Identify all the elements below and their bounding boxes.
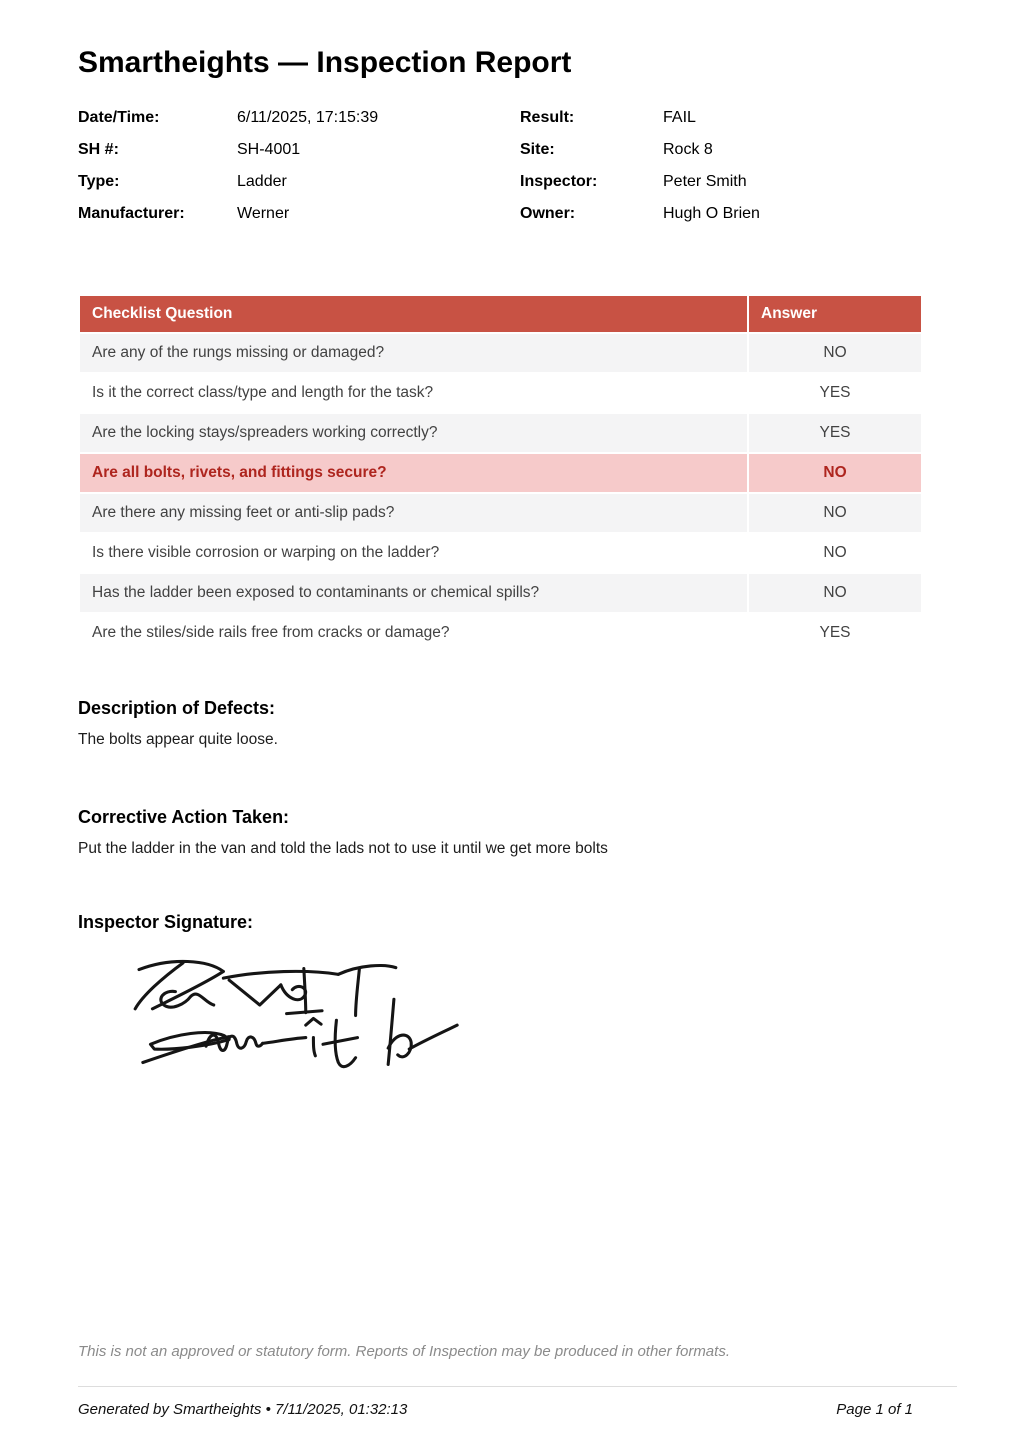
inspector-signature-image: [116, 949, 954, 1084]
checklist-question: Is there visible corrosion or warping on the ladder?: [80, 534, 747, 572]
checklist-answer: NO: [749, 454, 921, 492]
checklist-table: [78, 294, 923, 654]
corrective-action-body: Put the ladder in the van and told the lads not to use it until we get more bolts: [78, 840, 608, 857]
meta-value-sh-number: SH-4001: [237, 141, 301, 158]
checklist-question: Are all bolts, rivets, and fittings secure?: [80, 454, 747, 492]
checklist-header-question: Checklist Question: [80, 296, 747, 332]
checklist-answer: YES: [749, 374, 921, 412]
checklist-answer: NO: [749, 534, 921, 572]
checklist-answer: NO: [749, 574, 921, 612]
meta-value-manufacturer: Werner: [237, 205, 290, 222]
checklist-answer: YES: [749, 614, 921, 652]
table-row: [80, 534, 921, 572]
report-metadata: [78, 102, 954, 230]
table-row: [80, 574, 921, 612]
checklist-answer: NO: [749, 494, 921, 532]
meta-label-owner: Owner:: [520, 205, 576, 222]
section-corrective-action: [78, 807, 954, 858]
document-footer: [78, 1343, 957, 1438]
meta-value-datetime: 6/11/2025, 17:15:39: [237, 109, 379, 126]
checklist-question: Are any of the rungs missing or damaged?: [80, 334, 747, 372]
table-row: [80, 374, 921, 412]
checklist-question: Are there any missing feet or anti-slip pads?: [80, 494, 747, 532]
meta-label-type: Type:: [78, 173, 120, 190]
corrective-action-heading: Corrective Action Taken:: [78, 807, 290, 827]
meta-value-owner: Hugh O Brien: [663, 205, 760, 222]
footer-row: [78, 1387, 957, 1438]
defects-heading: Description of Defects:: [78, 698, 276, 718]
meta-label-result: Result:: [520, 109, 575, 126]
meta-label-inspector: Inspector:: [520, 173, 598, 190]
table-row: [80, 614, 921, 652]
checklist-question: Are the locking stays/spreaders working correctly?: [80, 414, 747, 452]
footer-disclaimer: This is not an approved or statutory form. Reports of Inspection may be produced in other formats.: [78, 1343, 730, 1360]
meta-value-result: FAIL: [663, 109, 696, 126]
meta-value-type: Ladder: [237, 173, 287, 190]
page-title: Smartheights — Inspection Report: [78, 46, 572, 79]
table-row: [80, 334, 921, 372]
meta-value-inspector: Peter Smith: [663, 173, 747, 190]
defects-body: The bolts appear quite loose.: [78, 731, 278, 748]
checklist-question: Is it the correct class/type and length for the task?: [80, 374, 747, 412]
table-row: [80, 414, 921, 452]
footer-generated-by: Generated by Smartheights • 7/11/2025, 01:32:13: [78, 1401, 408, 1418]
section-signature: [78, 912, 954, 1084]
checklist-header-row: [80, 296, 921, 332]
meta-label-datetime: Date/Time:: [78, 109, 160, 126]
checklist-header-answer: Answer: [749, 296, 921, 332]
table-row-failed: [80, 454, 921, 492]
meta-label-site: Site:: [520, 141, 555, 158]
meta-label-sh-number: SH #:: [78, 141, 119, 158]
checklist-answer: YES: [749, 414, 921, 452]
meta-label-manufacturer: Manufacturer:: [78, 205, 185, 222]
section-defects: [78, 698, 954, 749]
footer-page-number: Page 1 of 1: [836, 1401, 913, 1418]
meta-value-site: Rock 8: [663, 141, 713, 158]
checklist-question: Are the stiles/side rails free from cracks or damage?: [80, 614, 747, 652]
signature-heading: Inspector Signature:: [78, 912, 254, 932]
checklist-question: Has the ladder been exposed to contaminants or chemical spills?: [80, 574, 747, 612]
signature-strokes: [116, 949, 461, 1084]
table-row: [80, 494, 921, 532]
checklist-answer: NO: [749, 334, 921, 372]
